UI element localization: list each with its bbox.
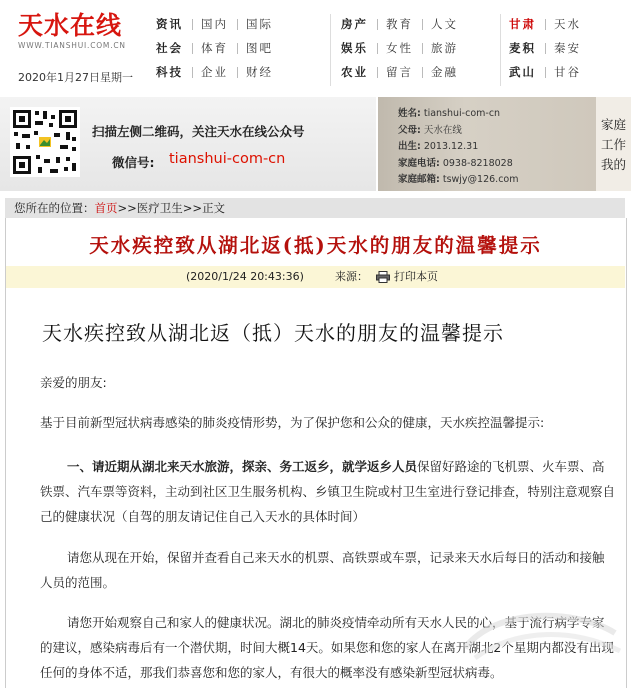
profile-card-right <box>596 97 631 191</box>
qr-code-icon <box>10 107 80 177</box>
article-paragraph-1 <box>40 454 615 529</box>
nav-divider <box>330 14 331 86</box>
source-label: 来源： <box>335 270 368 283</box>
nav-link-0-2[interactable]: 国际 <box>237 16 282 32</box>
card-born-label: 出生: <box>398 141 421 152</box>
article-title: 天水疾控致从湖北返（抵）天水的朋友的温馨提示 <box>42 321 504 345</box>
greeting-text: 亲爱的朋友: <box>40 375 107 390</box>
nav-link-1-1[interactable]: 体育 <box>192 40 237 56</box>
current-date: 2020年1月27日星期一 <box>18 71 133 84</box>
nav-row <box>147 12 282 36</box>
paragraph-1-bold: 一、请近期从湖北来天水旅游，探亲、务工返乡，就学返乡人员 <box>67 459 418 474</box>
site-header <box>0 0 631 96</box>
nav-row <box>332 60 467 84</box>
nav-row <box>147 36 282 60</box>
nav-link-0-6[interactable]: 甘肃 <box>509 17 536 31</box>
article-greeting <box>40 370 615 395</box>
nav-group-life <box>332 12 467 84</box>
nav-group-local <box>500 12 590 84</box>
nav-row <box>147 60 282 84</box>
logo-url: WWW.TIANSHUI.COM.CN <box>18 41 126 50</box>
nav-link-2-5[interactable]: 金融 <box>422 64 467 80</box>
card-parent-label: 父母: <box>398 124 421 136</box>
nav-row <box>500 60 590 84</box>
nav-link-0-4[interactable]: 教育 <box>377 16 422 32</box>
profile-card[interactable] <box>378 97 596 191</box>
nav-row <box>500 12 590 36</box>
nav-link-0-3[interactable]: 房产 <box>341 17 368 31</box>
article-paragraph-2: 请您从现在开始，保留并查看自己来天水的机票、高铁票或车票，记录来天水后每日的活动和接触人员的范围。 <box>40 550 605 590</box>
card-phone: 0938-8218028 <box>442 157 513 169</box>
nav-row <box>332 12 467 36</box>
breadcrumb-section-link[interactable]: 医疗卫生 <box>136 201 183 215</box>
card-right-line: 工作 <box>601 137 627 152</box>
site-logo[interactable] <box>18 12 138 50</box>
breadcrumb-prefix: 您所在的位置： <box>14 201 95 215</box>
breadcrumb-separator: >> <box>117 201 137 215</box>
article-paragraph-3: 请您开始观察自己和家人的健康状况。湖北的肺炎疫情牵动所有天水人民的心，基于流行病学专家的建议，感染病毒后有一个潜伏期，时间大概14天。如果您和您的家人在离开湖北2个星期内都没有出现任何的身体不适，那我们恭喜您和您的家人，有很大的概率没有感染新型冠状病毒。 <box>40 615 614 680</box>
nav-row <box>500 36 590 60</box>
card-born: 2013.12.31 <box>423 141 479 152</box>
card-email: tswjy@126.com <box>442 174 519 185</box>
printer-icon <box>376 271 390 283</box>
page-title: 天水疾控致从湖北返(抵)天水的朋友的温馨提示 <box>89 234 542 257</box>
card-parent: 天水在线 <box>423 124 462 136</box>
nav-link-1-6[interactable]: 麦积 <box>509 41 536 55</box>
nav-link-0-0[interactable]: 资讯 <box>156 17 183 31</box>
nav-link-2-1[interactable]: 企业 <box>192 64 237 80</box>
card-right-line: 家庭 <box>601 117 627 132</box>
nav-link-2-4[interactable]: 留言 <box>377 64 422 80</box>
site-watermark-icon <box>455 603 625 663</box>
nav-link-1-0[interactable]: 社会 <box>156 41 183 55</box>
nav-link-1-5[interactable]: 旅游 <box>422 40 467 56</box>
nav-link-1-4[interactable]: 女性 <box>377 40 422 56</box>
card-name-label: 姓名: <box>398 108 421 119</box>
nav-link-0-1[interactable]: 国内 <box>192 16 237 32</box>
nav-link-1-2[interactable]: 图吧 <box>237 40 282 56</box>
publish-time: (2020/1/24 20:43:36) <box>186 270 304 283</box>
nav-link-2-0[interactable]: 科技 <box>156 65 183 79</box>
profile-card-text <box>398 106 519 189</box>
article-intro: 基于目前新型冠状病毒感染的肺炎疫情形势，为了保护您和公众的健康，天水疾控温馨提示: <box>40 415 545 430</box>
nav-link-1-3[interactable]: 娱乐 <box>341 41 368 55</box>
nav-link-2-2[interactable]: 财经 <box>237 64 282 80</box>
wechat-promo[interactable] <box>0 97 376 191</box>
card-phone-label: 家庭电话: <box>398 157 440 169</box>
nav-row <box>332 36 467 60</box>
nav-link-0-7[interactable]: 天水 <box>545 16 590 32</box>
breadcrumb <box>5 198 625 218</box>
nav-link-1-7[interactable]: 秦安 <box>545 40 590 56</box>
nav-link-0-5[interactable]: 人文 <box>422 16 467 32</box>
print-label: 打印本页 <box>394 270 438 283</box>
print-page-button[interactable] <box>376 266 438 288</box>
nav-group-news <box>147 12 282 84</box>
ad-banner <box>0 97 631 191</box>
article-meta-bar <box>6 266 625 288</box>
scan-prompt: 扫描左侧二维码，关注天水在线公众号 <box>92 124 305 139</box>
wechat-label: 微信号: <box>112 155 155 170</box>
logo-text: 天水在线 <box>18 11 123 40</box>
paragraph-1-text: 保留好路途的飞机票、火车票、高铁票、汽车票等资料，主动到社区卫生服务机构、乡镇卫生院或村卫生室进行登记排查，特别注意观察自己的健康状况（自驾的朋友请记住自己入天水的具体时间） <box>40 459 616 524</box>
card-right-line: 我的 <box>601 157 627 172</box>
breadcrumb-separator: >> <box>182 201 203 215</box>
card-email-label: 家庭邮箱: <box>398 174 440 185</box>
breadcrumb-current: 正文 <box>202 201 226 215</box>
wechat-id: tianshui-com-cn <box>169 151 286 167</box>
nav-link-2-6[interactable]: 武山 <box>509 65 536 79</box>
nav-link-2-7[interactable]: 甘谷 <box>545 64 590 80</box>
breadcrumb-home-link[interactable]: 首页 <box>94 201 118 215</box>
card-name: tianshui-com-cn <box>423 108 501 119</box>
nav-link-2-3[interactable]: 农业 <box>341 65 368 79</box>
